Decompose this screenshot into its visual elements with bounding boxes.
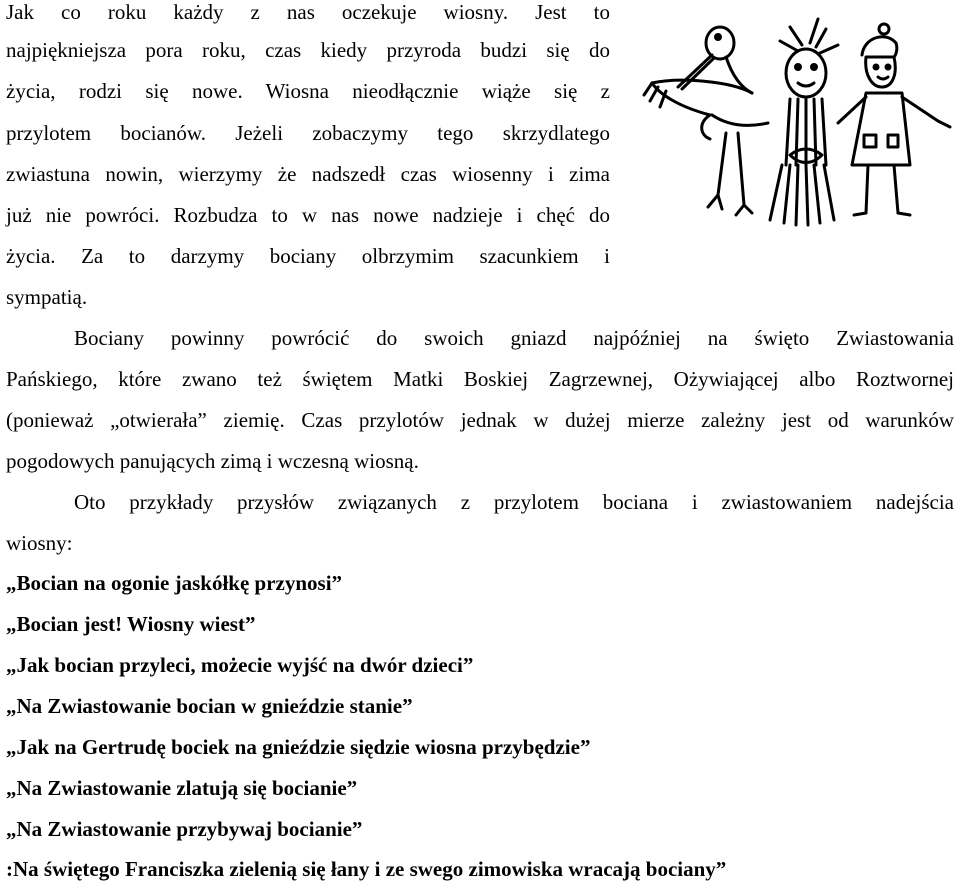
stork-scarecrow-child-icon bbox=[640, 15, 956, 240]
proverb-4: „Na Zwiastowanie bocian w gnieździe stanie” bbox=[6, 694, 413, 718]
proverb-5: „Jak na Gertrudę bociek na gnieździe siędzie wiosna przybędzie” bbox=[6, 735, 591, 759]
proverb-1: „Bocian na ogonie jaskółkę przynosi” bbox=[6, 571, 343, 595]
paragraph1-line-6: już nie powróci. Rozbudza to w nas nowe nadzieje i chęć do bbox=[6, 203, 610, 227]
paragraph1-line-4: przylotem bocianów. Jeżeli zobaczymy tego skrzydlatego bbox=[6, 121, 610, 145]
paragraph1-line-7: życia. Za to darzymy bociany olbrzymim szacunkiem i bbox=[6, 244, 610, 268]
scarecrow-icon bbox=[770, 19, 838, 225]
proverb-3: „Jak bocian przyleci, możecie wyjść na dwór dzieci” bbox=[6, 653, 474, 677]
paragraph1-line-3: życia, rodzi się nowe. Wiosna nieodłącznie wiąże się z bbox=[6, 79, 610, 103]
proverb-7: „Na Zwiastowanie przybywaj bocianie” bbox=[6, 817, 363, 841]
paragraph2-line-2: Pańskiego, które zwano też świętem Matki Boskiej Zagrzewnej, Ożywiającej albo Roztwornej bbox=[6, 367, 954, 391]
paragraph2-line-1: Bociany powinny powrócić do swoich gniazd najpóźniej na święto Zwiastowania bbox=[74, 326, 954, 350]
proverb-2: „Bocian jest! Wiosny wiest” bbox=[6, 612, 256, 636]
paragraph1-line-2: najpiękniejsza pora roku, czas kiedy przyroda budzi się do bbox=[6, 38, 610, 62]
paragraph2-line-3: (ponieważ „otwierała” ziemię. Czas przylotów jednak w dużej mierze zależny jest od warunków bbox=[6, 408, 954, 432]
paragraph1-line-1: Jak co roku każdy z nas oczekuje wiosny. Jest to bbox=[6, 0, 610, 24]
paragraph1-line-8: sympatią. bbox=[6, 285, 88, 309]
paragraph2-line-4: pogodowych panujących zimą i wczesną wiosną. bbox=[6, 449, 419, 473]
paragraph3-line-1: Oto przykłady przysłów związanych z przylotem bociana i zwiastowaniem nadejścia bbox=[74, 490, 954, 514]
paragraph3-line-2: wiosny: bbox=[6, 531, 73, 555]
child-icon bbox=[838, 24, 950, 215]
proverb-6: „Na Zwiastowanie zlatują się bocianie” bbox=[6, 776, 358, 800]
proverb-8: :Na świętego Franciszka zielenią się łany i ze swego zimowiska wracają bociany” bbox=[6, 857, 727, 881]
paragraph1-line-5: zwiastuna nowin, wierzymy że nadszedł czas wiosenny i zima bbox=[6, 162, 610, 186]
stork-icon bbox=[644, 27, 768, 215]
